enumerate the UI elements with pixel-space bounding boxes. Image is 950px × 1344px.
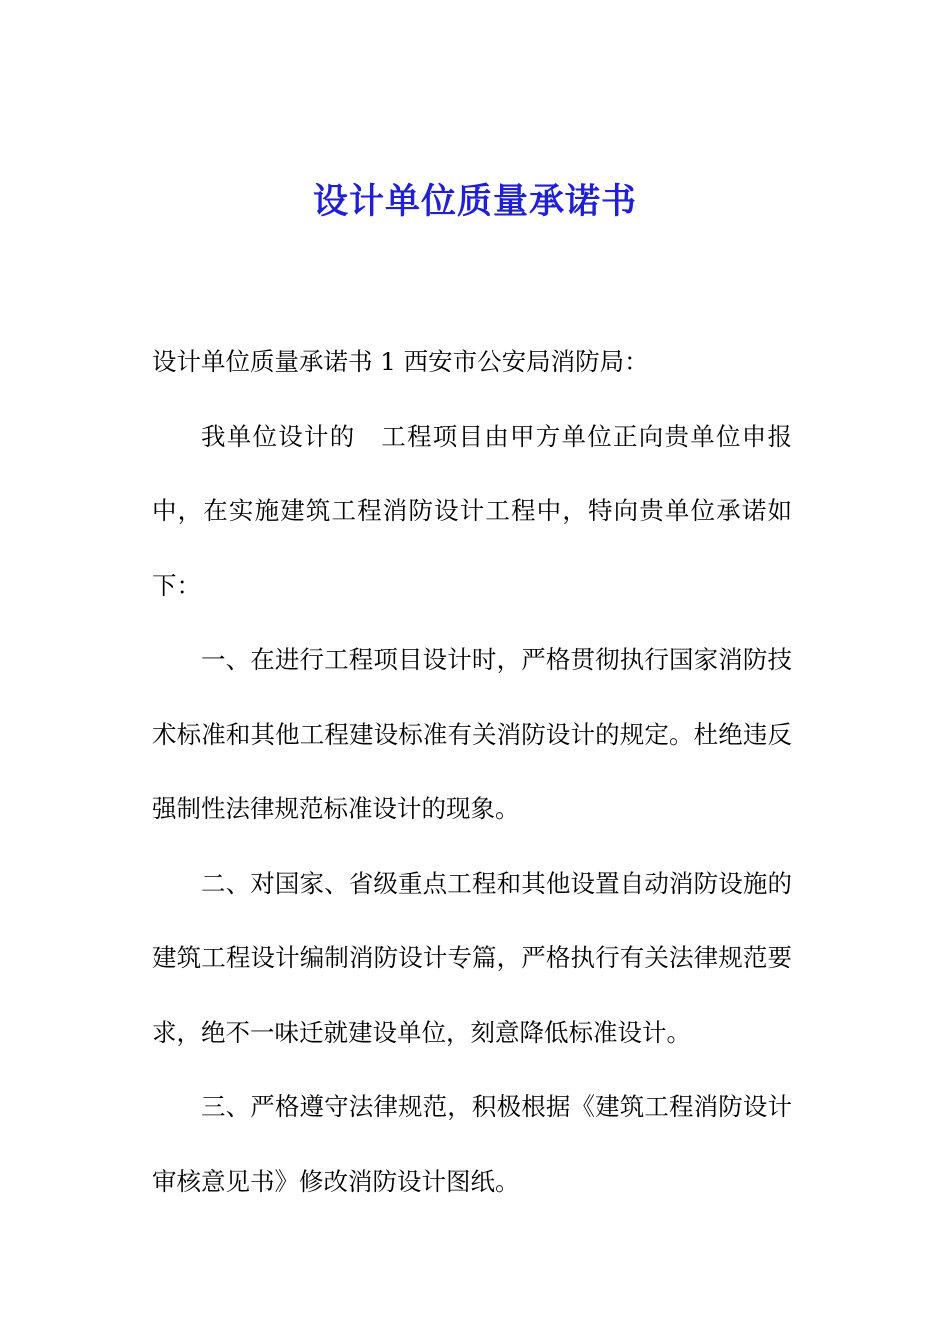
document-title: 设计单位质量承诺书	[312, 181, 637, 222]
paragraph-item-1: 一、在进行工程项目设计时，严格贯彻执行国家消防技术标准和其他工程建设标准有关消防设计的规定。杜绝违反强制性法律规范标准设计的现象。	[152, 645, 792, 823]
paragraph-intro: 我单位设计的 工程项目由甲方单位正向贵单位申报中，在实施建筑工程消防设计工程中，特向贵单位承诺如下：	[152, 421, 792, 600]
paragraph-item-2: 二、对国家、省级重点工程和其他设置自动消防设施的建筑工程设计编制消防设计专篇，严格执行有关法律规范要求，绝不一味迁就建设单位，刻意降低标准设计。	[152, 868, 792, 1047]
paragraph-item-3: 三、严格遵守法律规范，积极根据《建筑工程消防设计审核意见书》修改消防设计图纸。	[152, 1092, 792, 1196]
document-body	[152, 325, 792, 1219]
addressee-line: 设计单位质量承诺书 1 西安市公安局消防局：	[152, 347, 649, 376]
